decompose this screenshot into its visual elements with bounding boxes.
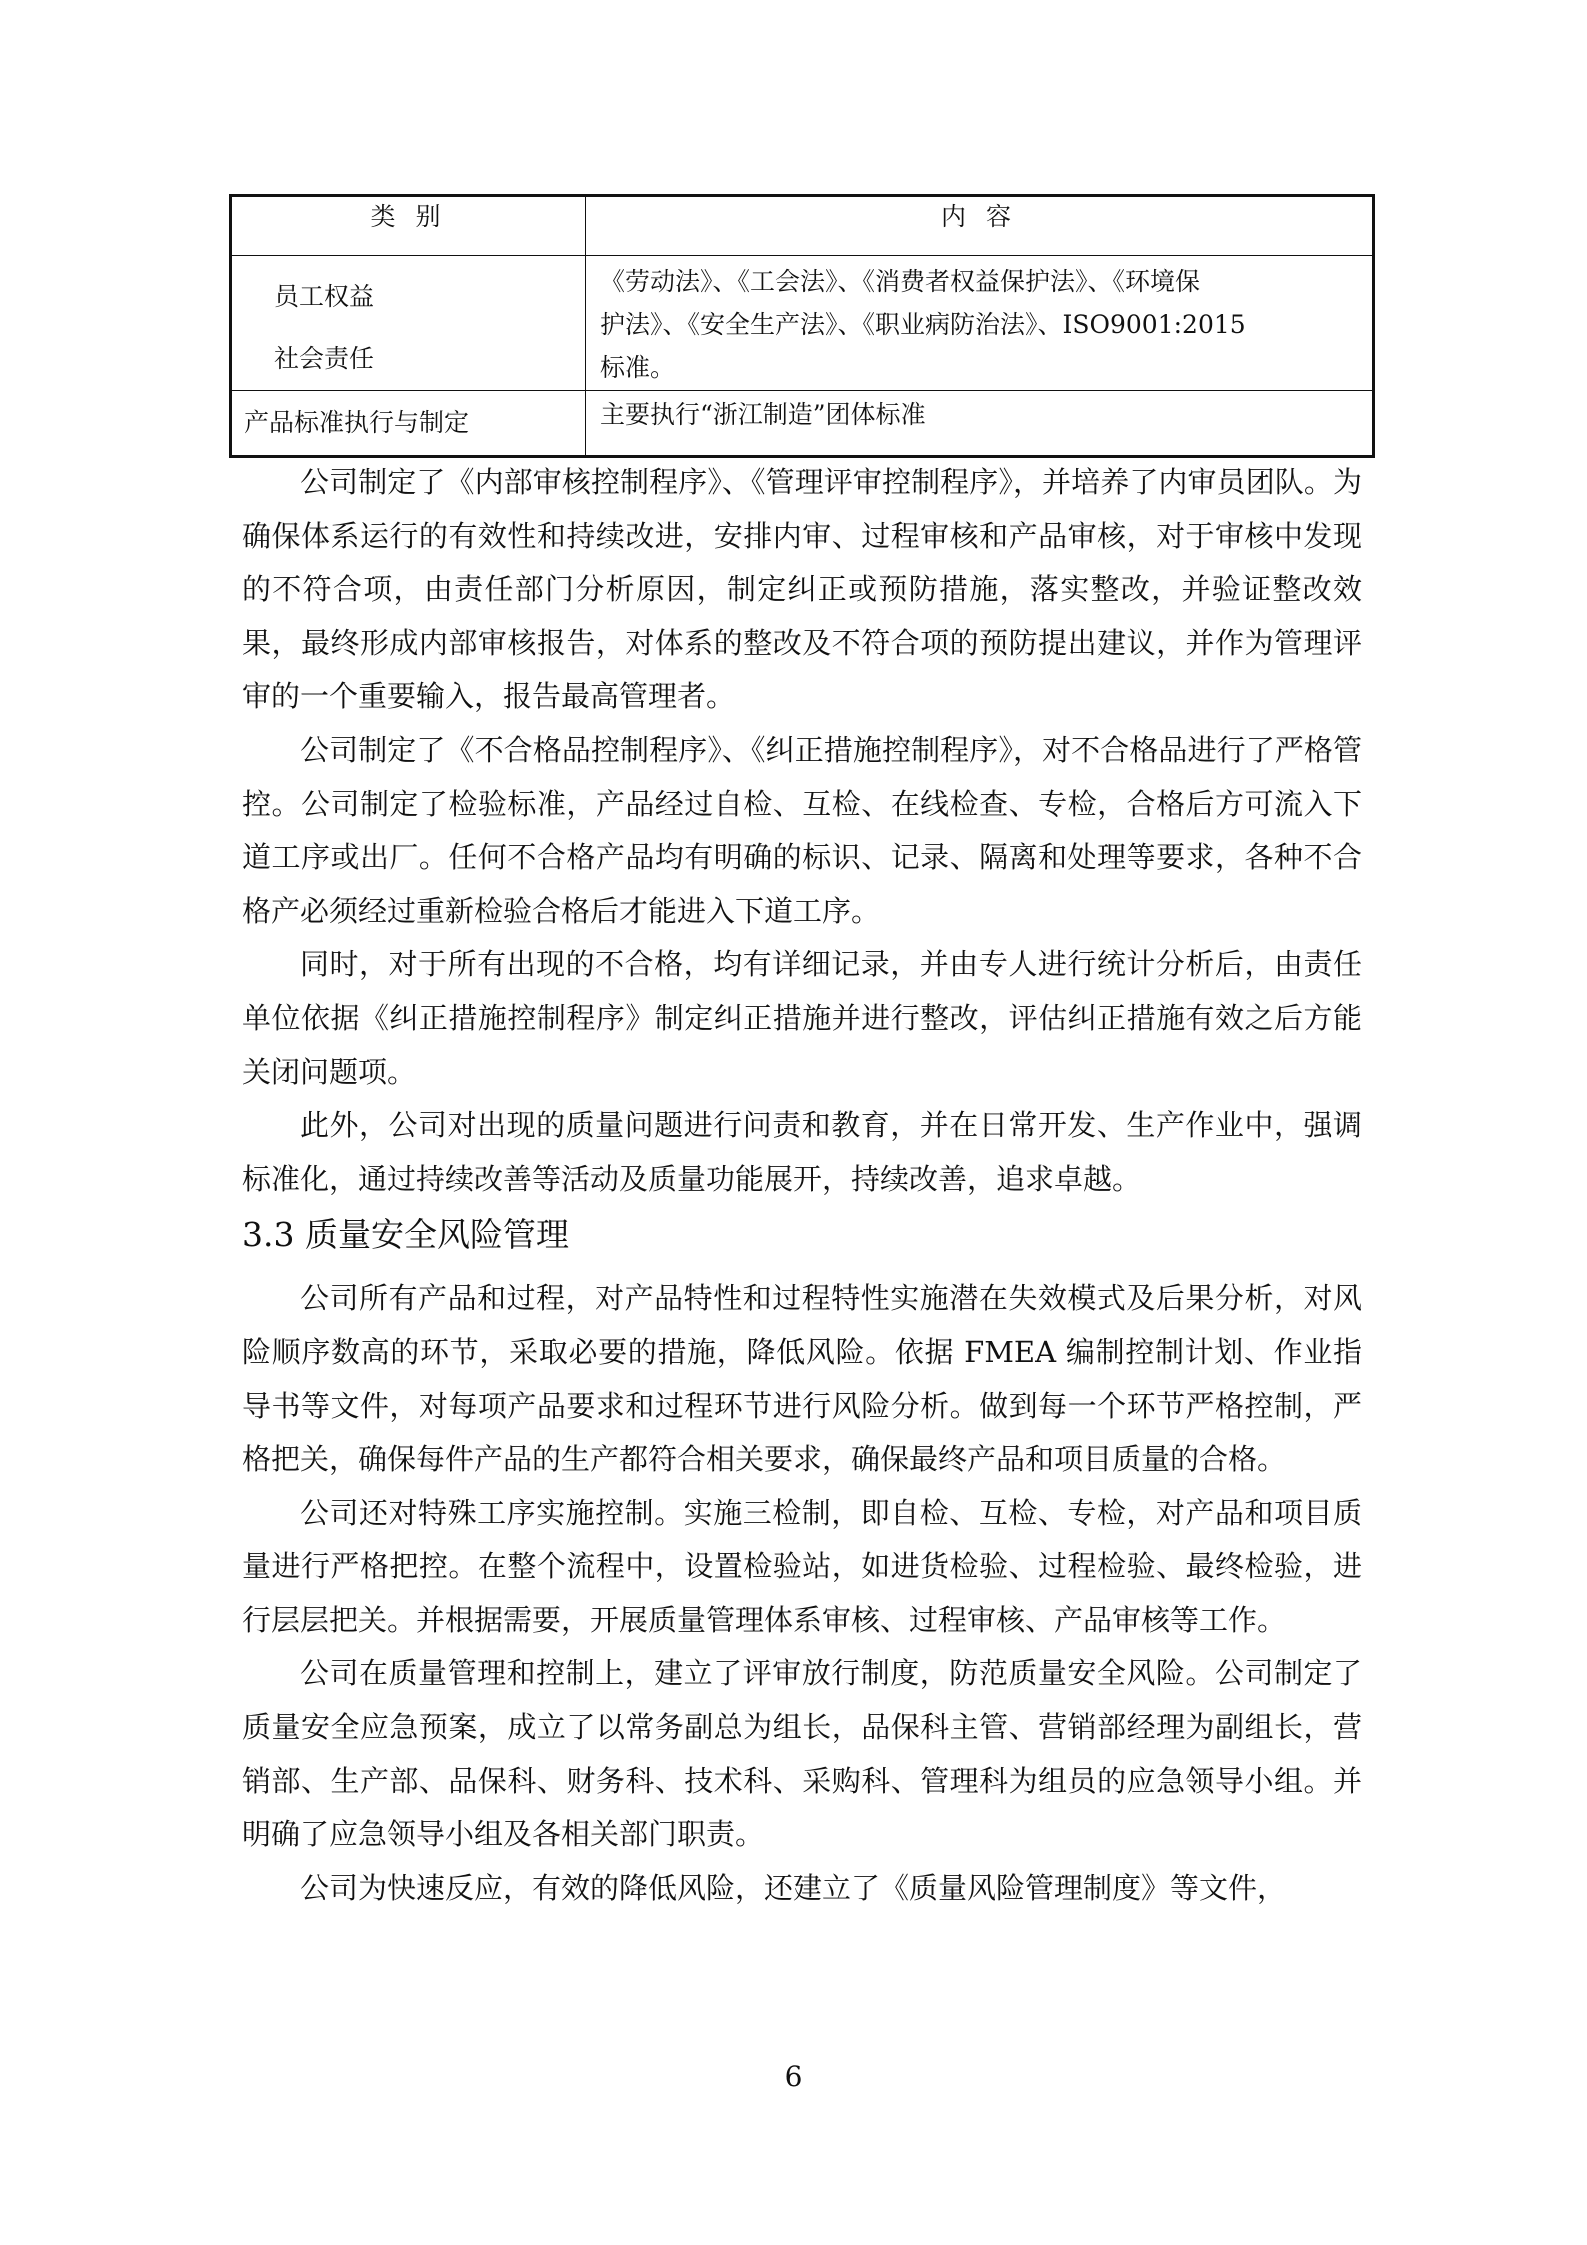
paragraph: 公司制定了《不合格品控制程序》、《纠正措施控制程序》，对不合格品进行了严格管控。公司制定了检验标准，产品经过自检、互检、在线检查、专检，合格后方可流入下道工序或出厂。任何不合格产品均有明确的标识、记录、隔离和处理等要求，各种不合格产必须经过重新检验合格后才能进入下道工序。 (242, 732, 1362, 928)
category-cell (231, 391, 586, 457)
content-cell (586, 391, 1374, 457)
content-line: 护法》、《安全生产法》、《职业病防治法》、ISO9001:2015 (600, 310, 1246, 339)
section-heading: 3.3 质量安全风险管理 (242, 1215, 569, 1255)
paragraph: 公司为快速反应，有效的降低风险，还建立了《质量风险管理制度》等文件， (300, 1870, 1287, 1905)
header-category: 类 别 (231, 196, 586, 256)
paragraph: 公司制定了《内部审核控制程序》、《管理评审控制程序》，并培养了内审员团队。为确保体系运行的有效性和持续改进，安排内审、过程审核和产品审核，对于审核中发现的不符合项，由责任部门分析原因，制定纠正或预防措施，落实整改，并验证整改效果，最终形成内部审核报告，对体系的整改及不符合项的预防提出建议，并作为管理评审的一个重要输入，报告最高管理者。 (242, 465, 1362, 714)
table-row (231, 256, 1374, 391)
content-text: 主要执行“浙江制造”团体标准 (600, 400, 926, 429)
content-cell (586, 256, 1374, 391)
body-text (242, 456, 1362, 1915)
category-line: 员工权益 (274, 282, 375, 311)
category-line: 社会责任 (274, 344, 375, 373)
category-cell (231, 256, 586, 391)
paragraph: 公司在质量管理和控制上，建立了评审放行制度，防范质量安全风险。公司制定了质量安全应急预案，成立了以常务副总为组长，品保科主管、营销部经理为副组长，营销部、生产部、品保科、财务科、技术科、采购科、管理科为组员的应急领导小组。并明确了应急领导小组及各相关部门职责。 (242, 1656, 1362, 1852)
content-line: 标准。 (600, 353, 676, 382)
paragraph: 公司所有产品和过程，对产品特性和过程特性实施潜在失效模式及后果分析，对风险顺序数高的环节，采取必要的措施，降低风险。依据 FMEA 编制控制计划、作业指导书等文件，对每项产品要求和过程环节进行风险分析。做到每一个环节严格控制，严格把关，确保每件产品的生产都符合相关要求，确保最终产品和项目质量的合格。 (242, 1281, 1362, 1477)
content-line: 《劳动法》、《工会法》、《消费者权益保护法》、《环境保 (600, 267, 1201, 296)
paragraph: 此外，公司对出现的质量问题进行问责和教育，并在日常开发、生产作业中，强调标准化，通过持续改善等活动及质量功能展开，持续改善，追求卓越。 (242, 1108, 1362, 1196)
category-text: 产品标准执行与制定 (244, 408, 470, 437)
page-number: 6 (784, 2060, 803, 2093)
standards-table (229, 194, 1375, 458)
paragraph: 同时，对于所有出现的不合格，均有详细记录，并由专人进行统计分析后，由责任单位依据《纠正措施控制程序》制定纠正措施并进行整改，评估纠正措施有效之后方能关闭问题项。 (242, 947, 1362, 1089)
paragraph: 公司还对特殊工序实施控制。实施三检制，即自检、互检、专检，对产品和项目质量进行严格把控。在整个流程中，设置检验站，如进货检验、过程检验、最终检验，进行层层把关。并根据需要，开展质量管理体系审核、过程审核、产品审核等工作。 (242, 1495, 1362, 1637)
header-content: 内 容 (586, 196, 1374, 256)
table-header-row (231, 196, 1374, 256)
table-row (231, 391, 1374, 457)
